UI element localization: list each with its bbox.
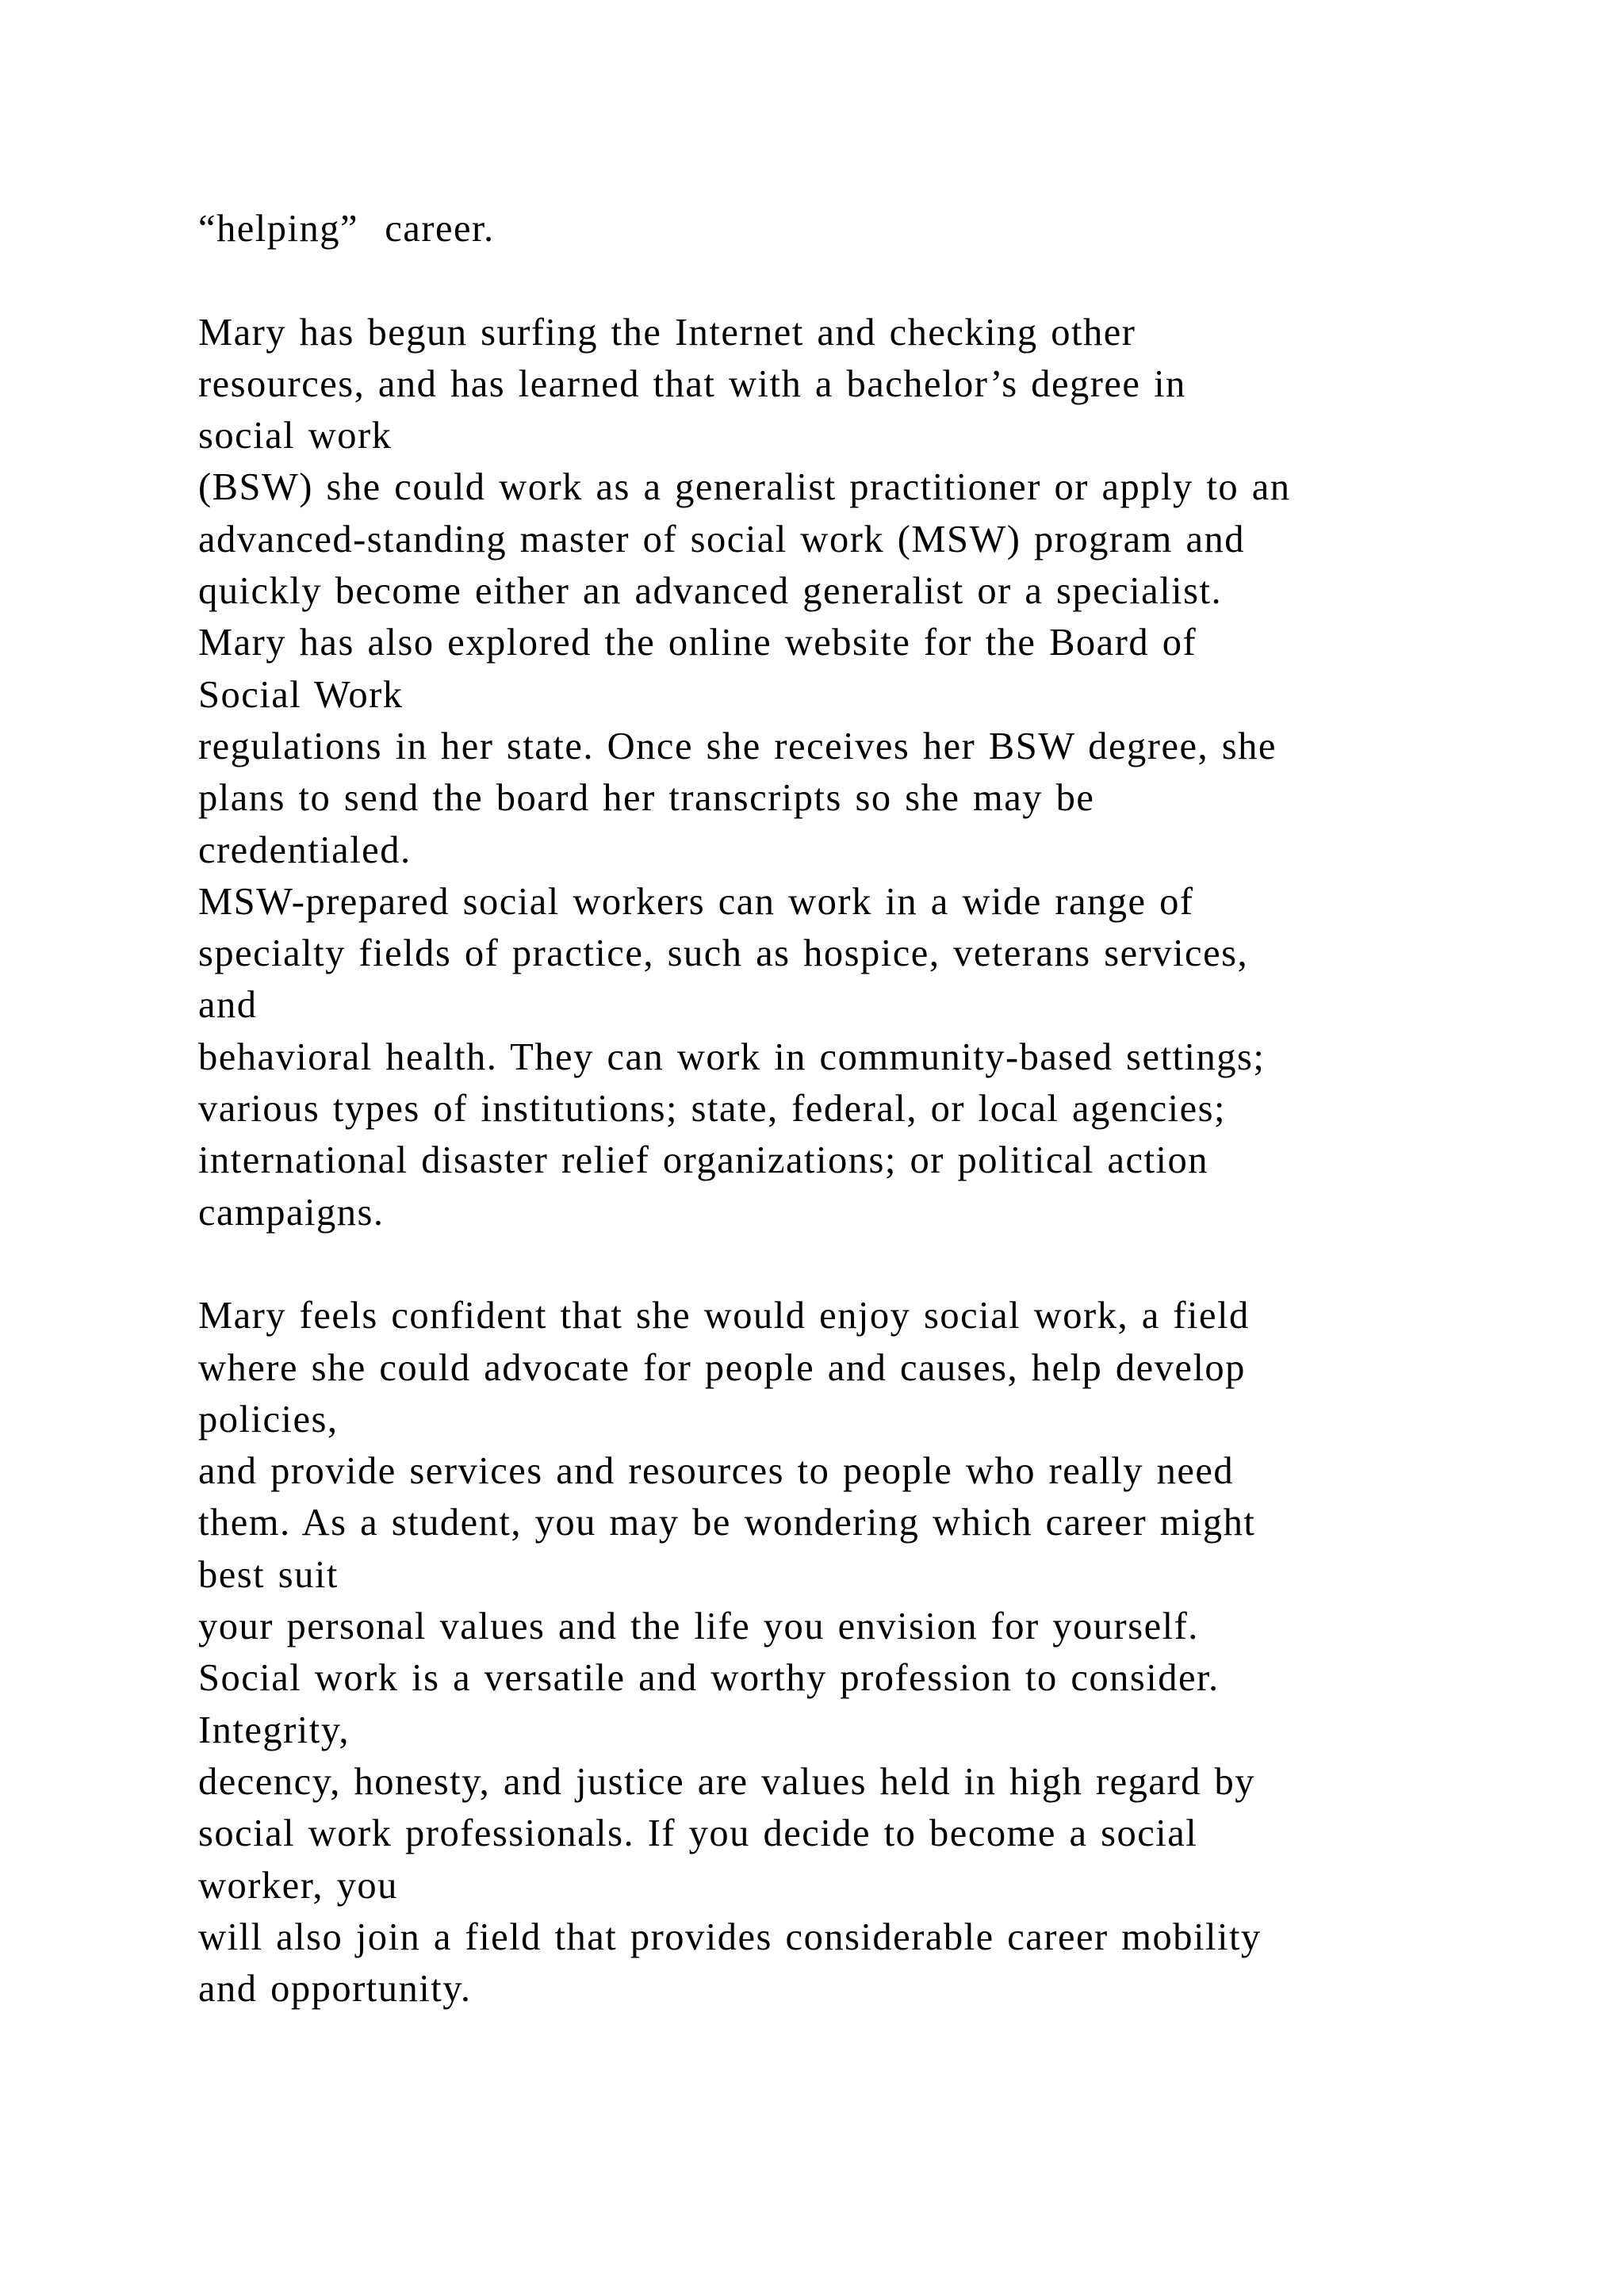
text-line: and	[198, 984, 258, 1027]
text-line: plans to send the board her transcripts so she may be	[198, 777, 1095, 820]
text-line: Social Work	[198, 673, 404, 716]
text-line: various types of institutions; state, federal, or local agencies;	[198, 1088, 1226, 1131]
text-line: policies,	[198, 1398, 339, 1441]
text-line: Mary has begun surfing the Internet and checking other	[198, 311, 1136, 354]
text-line: and provide services and resources to people who really need	[198, 1450, 1235, 1493]
text-line: regulations in her state. Once she receives her BSW degree, she	[198, 725, 1277, 767]
text-line: campaigns.	[198, 1191, 385, 1234]
text-line: and opportunity.	[198, 1968, 472, 2011]
text-line: will also join a field that provides considerable career mobility	[198, 1915, 1262, 1958]
text-line: Mary has also explored the online website for the Board of	[198, 622, 1197, 664]
text-line: your personal values and the life you envision for yourself.	[198, 1605, 1199, 1648]
text-line: MSW-prepared social workers can work in a wide range of	[198, 880, 1194, 923]
text-line: (BSW) she could work as a generalist practitioner or apply to an	[198, 466, 1291, 509]
text-line: where she could advocate for people and causes, help develop	[198, 1346, 1246, 1389]
blank-line	[198, 254, 1610, 306]
text-line: Mary feels confident that she would enjoy social work, a field	[198, 1295, 1250, 1337]
text-line: advanced-standing master of social work (MSW) program and	[198, 518, 1245, 561]
text-line: Integrity,	[198, 1709, 350, 1751]
text-line: social work professionals. If you decide to become a social	[198, 1812, 1198, 1855]
text-line: Social work is a versatile and worthy profession to consider.	[198, 1657, 1220, 1700]
text-line: them. As a student, you may be wondering which career might	[198, 1502, 1256, 1544]
text-line: “helping” career.	[198, 208, 495, 250]
text-line: worker, you	[198, 1864, 398, 1907]
text-line: international disaster relief organizations; or political action	[198, 1139, 1209, 1182]
text-line: quickly become either an advanced generalist or a specialist.	[198, 570, 1223, 613]
blank-line	[198, 1238, 1610, 1290]
body-text	[198, 203, 1610, 2015]
text-line: social work	[198, 415, 393, 457]
text-line: best suit	[198, 1553, 339, 1596]
text-line: behavioral health. They can work in community-based settings;	[198, 1035, 1266, 1078]
text-line: decency, honesty, and justice are values held in high regard by	[198, 1760, 1255, 1803]
text-line: credentialed.	[198, 828, 412, 871]
text-line: specialty fields of practice, such as hospice, veterans services,	[198, 932, 1249, 975]
text-line: resources, and has learned that with a bachelor’s degree in	[198, 362, 1186, 405]
